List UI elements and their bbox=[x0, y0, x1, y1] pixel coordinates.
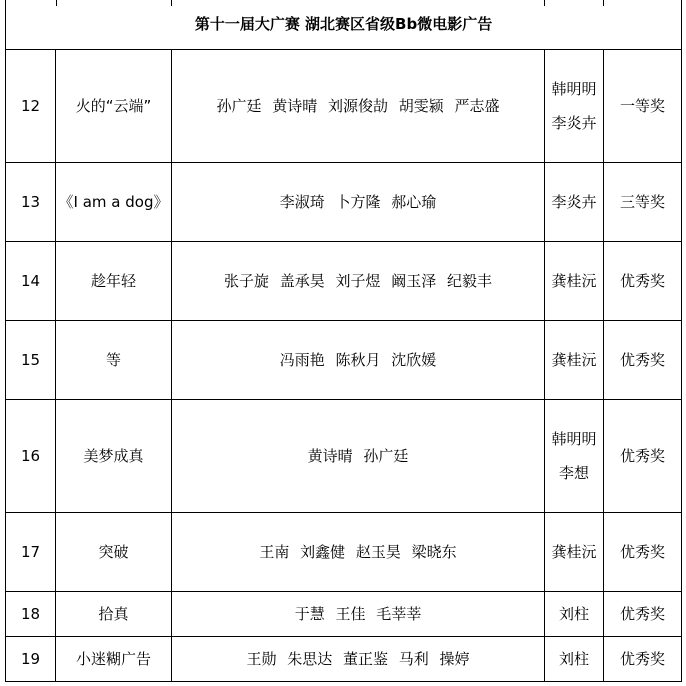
table-row bbox=[6, 321, 682, 400]
row-number: 13 bbox=[6, 163, 56, 242]
advisor: 刘柱 bbox=[545, 592, 604, 637]
section-header-row bbox=[6, 0, 682, 50]
advisor: 刘柱 bbox=[545, 637, 604, 682]
advisor: 李炎卉 bbox=[545, 163, 604, 242]
team-members: 冯雨艳 陈秋月 沈欣媛 bbox=[172, 321, 545, 400]
film-title: 突破 bbox=[56, 513, 172, 592]
advisor: 韩明明李想 bbox=[545, 400, 604, 513]
award-level: 优秀奖 bbox=[604, 592, 682, 637]
award-level: 三等奖 bbox=[604, 163, 682, 242]
film-title: 趁年轻 bbox=[56, 242, 172, 321]
row-number: 14 bbox=[6, 242, 56, 321]
table-row bbox=[6, 242, 682, 321]
award-level: 优秀奖 bbox=[604, 242, 682, 321]
advisor: 龚桂沅 bbox=[545, 242, 604, 321]
row-number: 12 bbox=[6, 50, 56, 163]
award-table bbox=[5, 0, 682, 682]
row-number: 18 bbox=[6, 592, 56, 637]
team-members: 王勋 朱思达 董正鉴 马利 操婷 bbox=[172, 637, 545, 682]
film-title: 《I am a dog》 bbox=[56, 163, 172, 242]
table-row bbox=[6, 50, 682, 163]
award-level: 优秀奖 bbox=[604, 513, 682, 592]
award-level: 优秀奖 bbox=[604, 400, 682, 513]
table-row bbox=[6, 637, 682, 682]
team-members: 黄诗晴 孙广廷 bbox=[172, 400, 545, 513]
table-row bbox=[6, 513, 682, 592]
table-row bbox=[6, 163, 682, 242]
team-members: 于慧 王佳 毛莘莘 bbox=[172, 592, 545, 637]
row-number: 15 bbox=[6, 321, 56, 400]
team-members: 孙广廷 黄诗晴 刘源俊劼 胡雯颍 严志盛 bbox=[172, 50, 545, 163]
row-number: 17 bbox=[6, 513, 56, 592]
team-members: 张子旋 盖承昊 刘子煜 阚玉泽 纪毅丰 bbox=[172, 242, 545, 321]
team-members: 李淑琦 卜方隆 郝心瑜 bbox=[172, 163, 545, 242]
film-title: 小迷糊广告 bbox=[56, 637, 172, 682]
award-level: 一等奖 bbox=[604, 50, 682, 163]
film-title: 等 bbox=[56, 321, 172, 400]
row-number: 19 bbox=[6, 637, 56, 682]
team-members: 王南 刘鑫健 赵玉昊 梁晓东 bbox=[172, 513, 545, 592]
award-level: 优秀奖 bbox=[604, 321, 682, 400]
table-row bbox=[6, 400, 682, 513]
advisor: 龚桂沅 bbox=[545, 321, 604, 400]
award-level: 优秀奖 bbox=[604, 637, 682, 682]
advisor: 龚桂沅 bbox=[545, 513, 604, 592]
advisor: 韩明明 李炎卉 bbox=[545, 50, 604, 163]
section-title: 第十一届大广赛 湖北赛区省级Bb微电影广告 bbox=[6, 0, 682, 50]
row-number: 16 bbox=[6, 400, 56, 513]
film-title: 美梦成真 bbox=[56, 400, 172, 513]
table-row bbox=[6, 592, 682, 637]
film-title: 火的“云端” bbox=[56, 50, 172, 163]
film-title: 拾真 bbox=[56, 592, 172, 637]
